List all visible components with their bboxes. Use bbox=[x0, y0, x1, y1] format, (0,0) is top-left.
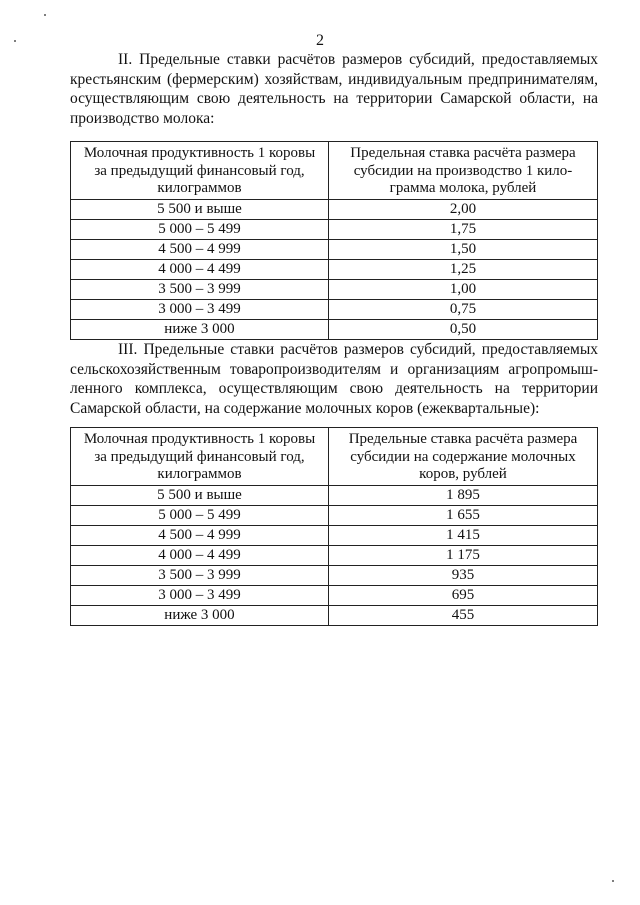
table-row bbox=[71, 299, 598, 319]
table-row bbox=[71, 319, 598, 339]
productivity-range: 3 000 – 3 499 bbox=[71, 585, 329, 605]
table-row bbox=[71, 219, 598, 239]
rate-value: 1 175 bbox=[329, 545, 598, 565]
rate-value: 1,50 bbox=[329, 239, 598, 259]
scan-speck bbox=[612, 880, 614, 882]
productivity-range: 5 000 – 5 499 bbox=[71, 505, 329, 525]
table-header-row bbox=[71, 428, 598, 486]
page-number: 2 bbox=[316, 32, 324, 49]
productivity-range: 5 500 и выше bbox=[71, 199, 329, 219]
productivity-range: 4 500 – 4 999 bbox=[71, 525, 329, 545]
scan-speck bbox=[44, 14, 46, 16]
rate-value: 1,00 bbox=[329, 279, 598, 299]
table-row bbox=[71, 279, 598, 299]
column-header-rate: Предельная ставка расчёта размера субсидии на производство 1 килограмма молока, рублей bbox=[329, 142, 598, 200]
section-3-paragraph: III. Предельные ставки расчётов размеров субсидий, предоставляемых сельскохозяйственным товаропроизводителям и организациям агропромышленного комплекса, осуществляющим свою деятельность на территории Самарской области, на содержание молочных коров (ежеквартальные): bbox=[70, 341, 598, 417]
dairy-cow-maintenance-rates-table bbox=[70, 427, 598, 626]
productivity-range: 3 500 – 3 999 bbox=[71, 279, 329, 299]
table-row bbox=[71, 485, 598, 505]
table-row bbox=[71, 565, 598, 585]
milk-production-rates-table bbox=[70, 141, 598, 340]
productivity-range: 3 500 – 3 999 bbox=[71, 565, 329, 585]
rate-value: 1,25 bbox=[329, 259, 598, 279]
productivity-range: 5 000 – 5 499 bbox=[71, 219, 329, 239]
table-row bbox=[71, 525, 598, 545]
rate-value: 0,75 bbox=[329, 299, 598, 319]
rate-value: 695 bbox=[329, 585, 598, 605]
productivity-range: ниже 3 000 bbox=[71, 319, 329, 339]
table-row bbox=[71, 605, 598, 625]
table-row bbox=[71, 585, 598, 605]
productivity-range: 4 500 – 4 999 bbox=[71, 239, 329, 259]
rate-value: 1 655 bbox=[329, 505, 598, 525]
table-row bbox=[71, 505, 598, 525]
productivity-range: 4 000 – 4 499 bbox=[71, 259, 329, 279]
table-row bbox=[71, 239, 598, 259]
rate-value: 2,00 bbox=[329, 199, 598, 219]
table-row bbox=[71, 545, 598, 565]
productivity-range: 5 500 и выше bbox=[71, 485, 329, 505]
table-row bbox=[71, 259, 598, 279]
rate-value: 935 bbox=[329, 565, 598, 585]
column-header-rate: Предельные ставка расчёта размера субсидии на содержание молочных коров, рублей bbox=[329, 428, 598, 486]
rate-value: 1,75 bbox=[329, 219, 598, 239]
rate-value: 1 415 bbox=[329, 525, 598, 545]
rate-value: 1 895 bbox=[329, 485, 598, 505]
productivity-range: ниже 3 000 bbox=[71, 605, 329, 625]
column-header-productivity: Молочная продуктивность 1 коровы за предыдущий финансовый год, килограммов bbox=[71, 428, 329, 486]
productivity-range: 3 000 – 3 499 bbox=[71, 299, 329, 319]
table-row bbox=[71, 199, 598, 219]
column-header-productivity: Молочная продуктивность 1 коровы за предыдущий финансовый год, килограммов bbox=[71, 142, 329, 200]
table-header-row bbox=[71, 142, 598, 200]
rate-value: 0,50 bbox=[329, 319, 598, 339]
section-2-paragraph: II. Предельные ставки расчётов размеров субсидий, предоставляемых крестьянским (фермерским) хозяйствам, индивидуальным предпринимателям, осуществляющим свою деятельность на территории Самарской области, на производство молока: bbox=[70, 51, 598, 127]
rate-value: 455 bbox=[329, 605, 598, 625]
productivity-range: 4 000 – 4 499 bbox=[71, 545, 329, 565]
